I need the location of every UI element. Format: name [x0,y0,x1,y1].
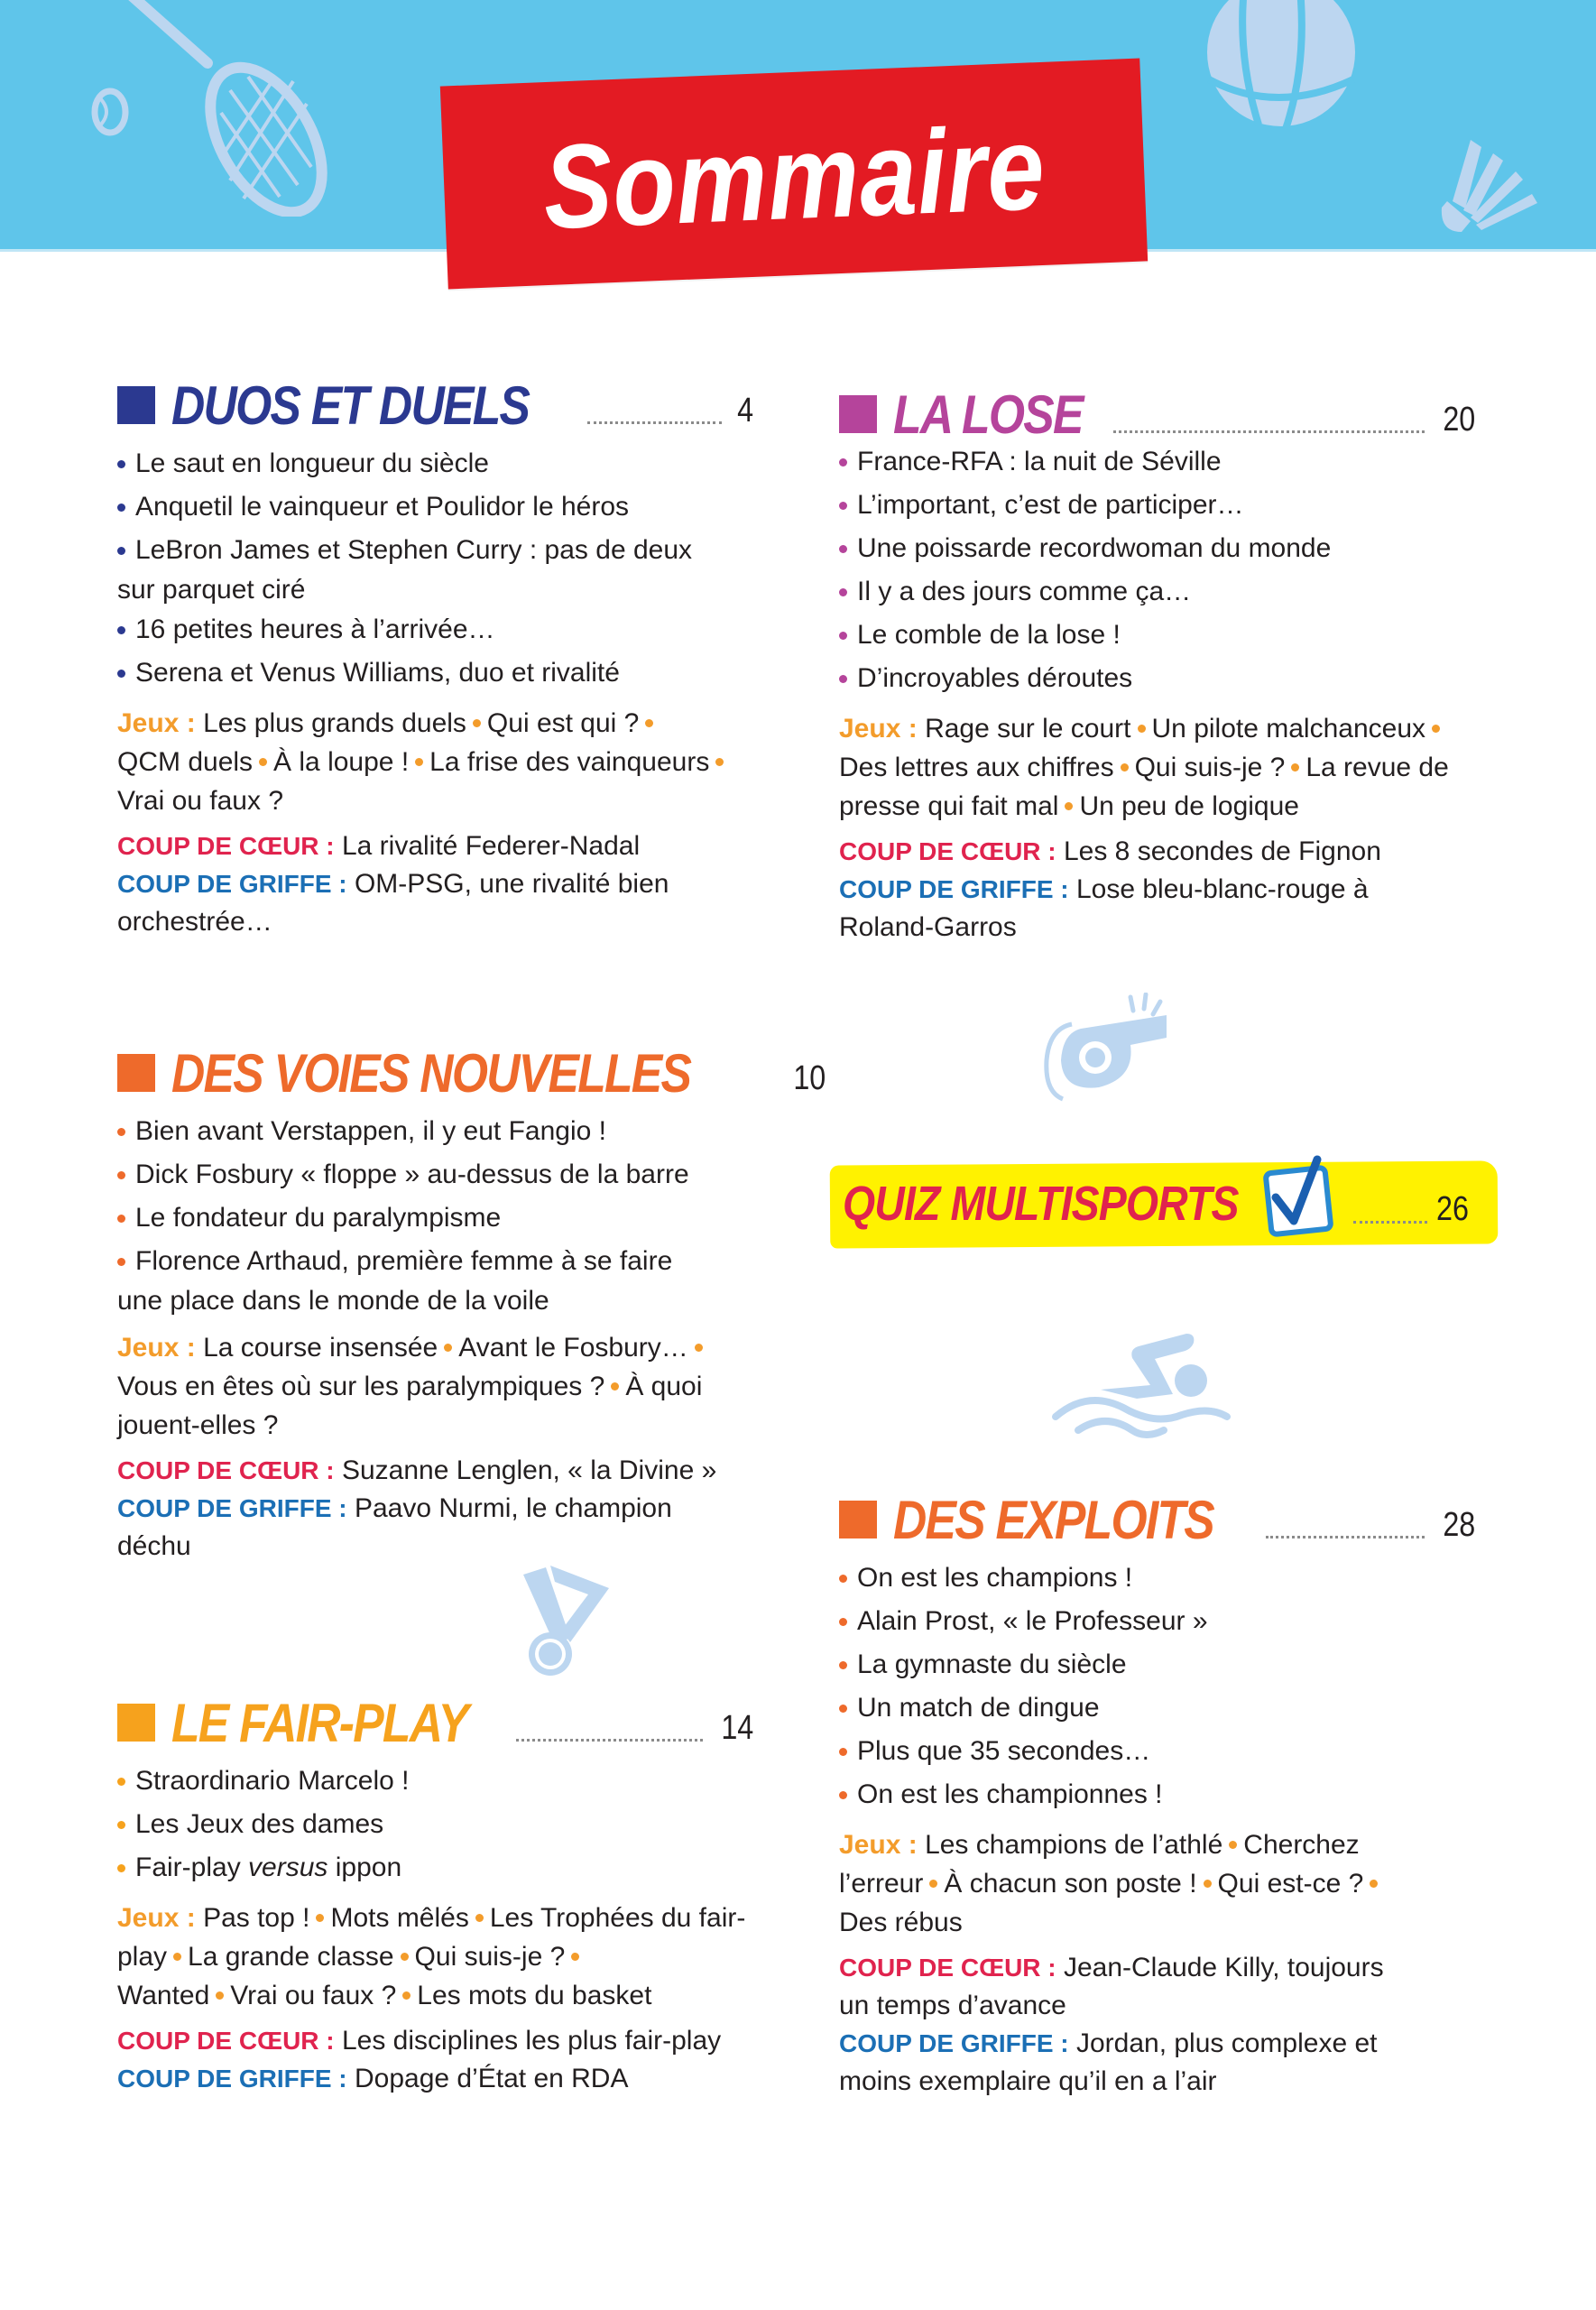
list-item: Une poissarde recordwoman du monde [839,527,1475,570]
list-item: 16 petites heures à l’arrivée… [117,608,753,651]
dot-leader [516,1739,703,1742]
section-heading[interactable] [839,379,1475,445]
list-item: Dick Fosbury « floppe » au-dessus de la barre [117,1153,753,1197]
bullet-icon [117,670,125,678]
section-title: DUOS ET DUELS [171,375,530,436]
bullet-icon [117,1258,125,1266]
section-title: QUIZ MULTISPORTS [843,1177,1239,1231]
bullet-icon [117,504,125,512]
section-la-lose [839,379,1475,947]
coup-de-griffe: COUP DE GRIFFE : OM-PSG, une rivalité bien orchestrée… [117,869,669,937]
bullet-icon [839,1575,847,1583]
section-square-icon [117,1704,155,1742]
coup-de-griffe: COUP DE GRIFFE : Lose bleu-blanc-rouge à Roland-Garros [839,874,1369,942]
section-duos-et-duels [117,370,753,941]
list-item: Plus que 35 secondes… [839,1730,1475,1773]
bullet-icon [839,675,847,683]
bullet-icon [839,458,847,467]
list-item: Le saut en longueur du siècle [117,442,753,485]
bullet-icon [839,502,847,510]
list-item: Les Jeux des dames [117,1803,753,1846]
section-heading[interactable] [839,1484,1475,1548]
article-list [117,1760,753,1890]
bullet-icon [117,1171,125,1179]
bullet-icon [117,1128,125,1136]
tennis-ball-icon [90,87,130,137]
bullet-icon [839,1661,847,1669]
page-title-card [440,59,1148,290]
section-square-icon [117,386,155,424]
bullet-icon [839,1748,847,1756]
section-title: DES EXPLOITS [893,1490,1213,1550]
list-item: Le comble de la lose ! [839,614,1475,657]
section-heading[interactable] [117,1687,753,1751]
bullet-icon [839,1791,847,1799]
coup-de-coeur: COUP DE CŒUR : La rivalité Federer-Nadal [117,831,641,861]
jeux-line: Jeux : Pas top ! Mots mêlés Les Trophées du fair-play La grande classe Qui suis-je ? Wanted Vrai ou faux ? Les mots du basket [117,1903,746,2010]
jeux-line: Jeux : Rage sur le court Un pilote malchanceux Des lettres aux chiffres Qui suis-je ? La revue de presse qui fait mal Un peu de logique [839,714,1449,821]
page-number: 20 [1443,401,1475,439]
list-item: Serena et Venus Williams, duo et rivalité [117,651,753,695]
page-number: 4 [737,392,753,430]
shuttlecock-icon [1435,122,1552,239]
article-list [839,1557,1475,1816]
list-item: Il y a des jours comme ça… [839,570,1475,614]
basketball-icon [1195,0,1367,138]
medal-icon [514,1548,623,1683]
whistle-icon [1036,993,1180,1110]
list-item: Straordinario Marcelo ! [117,1760,753,1803]
bullet-icon [839,588,847,596]
list-item: Un match de dingue [839,1686,1475,1730]
section-square-icon [117,1054,155,1092]
page-number: 26 [1436,1190,1469,1228]
jeux-line: Jeux : La course insensée Avant le Fosbury… Vous en êtes où sur les paralympiques ? À quoi jouent-elles ? [117,1333,703,1440]
section-heading[interactable] [117,1038,826,1104]
list-item: L’important, c’est de participer… [839,484,1475,527]
section-title: LA LOSE [893,384,1083,445]
dot-leader [1266,1536,1425,1538]
bullet-icon [839,632,847,640]
list-item: Alain Prost, « le Professeur » [839,1600,1475,1643]
list-item: Bien avant Verstappen, il y eut Fangio ! [117,1110,753,1153]
coup-de-coeur: COUP DE CŒUR : Jean-Claude Killy, toujours un temps d’avance [839,1953,1384,2020]
coup-de-coeur: COUP DE CŒUR : Les 8 secondes de Fignon [839,836,1381,866]
page-number: 14 [721,1709,753,1747]
dot-leader [1353,1221,1427,1224]
tennis-racket-icon [27,0,334,217]
bullet-icon [117,1821,125,1829]
list-item: LeBron James et Stephen Curry : pas de deux sur parquet ciré [117,535,693,605]
article-list [839,440,1475,700]
bullet-icon [839,545,847,553]
list-item: Fair-play versus ippon [117,1846,753,1890]
article-list [117,442,753,695]
list-item: Florence Arthaud, première femme à se faire une place dans le monde de la voile [117,1246,673,1316]
checkbox-icon [1261,1150,1342,1241]
section-des-voies-nouvelles [117,1038,826,1566]
section-heading[interactable] [117,370,753,436]
list-item: D’incroyables déroutes [839,657,1475,700]
section-title: LE FAIR-PLAY [171,1693,468,1753]
coup-de-coeur: COUP DE CŒUR : Les disciplines les plus fair-play [117,2026,722,2056]
section-le-fair-play [117,1687,753,2098]
list-item: On est les champions ! [839,1557,1475,1600]
bullet-icon [839,1618,847,1626]
section-square-icon [839,395,877,433]
coup-de-griffe: COUP DE GRIFFE : Dopage d’État en RDA [117,2064,629,2093]
bullet-icon [117,1215,125,1223]
list-item: On est les championnes ! [839,1773,1475,1816]
bullet-icon [117,626,125,634]
jeux-line: Jeux : Les plus grands duels Qui est qui ? QCM duels À la loupe ! La frise des vainqueurs Vrai ou faux ? [117,704,753,820]
page-number: 10 [793,1059,826,1097]
jeux-line: Jeux : Les champions de l’athlé Cherchez l’erreur À chacun son poste ! Qui est-ce ? Des rébus [839,1825,1416,1942]
section-quiz-multisports[interactable] [830,1160,1498,1250]
bullet-icon [117,1778,125,1786]
coup-de-coeur: COUP DE CŒUR : Suzanne Lenglen, « la Divine » [117,1455,717,1485]
dot-leader [587,421,722,424]
section-des-exploits [839,1484,1475,2101]
bullet-icon [117,1864,125,1872]
list-item: Anquetil le vainqueur et Poulidor le héros [117,485,753,529]
coup-de-griffe: COUP DE GRIFFE : Paavo Nurmi, le champion déchu [117,1493,672,1561]
page-number: 28 [1443,1506,1475,1544]
dot-leader [1113,430,1425,433]
list-item: Le fondateur du paralympisme [117,1197,753,1240]
bullet-icon [117,460,125,468]
swimmer-icon [1047,1326,1236,1444]
coup-de-griffe: COUP DE GRIFFE : Jordan, plus complexe et moins exemplaire qu’il en a l’air [839,2028,1378,2096]
list-item: La gymnaste du siècle [839,1643,1475,1686]
section-square-icon [839,1501,877,1538]
list-item: France-RFA : la nuit de Séville [839,440,1475,484]
article-list [117,1110,753,1319]
section-title: DES VOIES NOUVELLES [171,1043,691,1104]
bullet-icon [839,1705,847,1713]
bullet-icon [117,547,125,555]
page-title: Sommaire [540,100,1047,254]
